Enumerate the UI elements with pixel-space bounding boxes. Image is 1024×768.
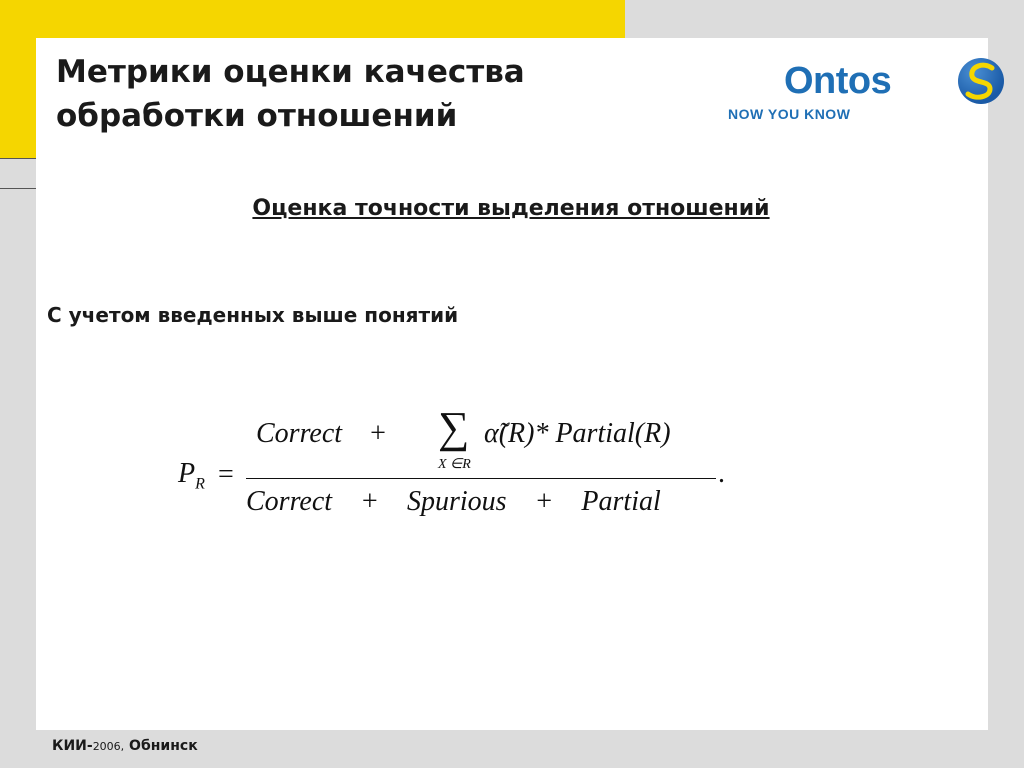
sum-subscript: X ∈R [438, 457, 471, 472]
ontos-logo [726, 56, 976, 126]
formula-numerator-term2: α̃(R)* Partial(R) [484, 418, 671, 449]
formula-equals: = [218, 459, 234, 490]
formula-period: . [718, 458, 725, 489]
logo-swoosh-icon [958, 58, 1004, 104]
sum-symbol: ∑ [438, 403, 470, 452]
formula-numerator-term1: Correct + [256, 418, 386, 449]
slide-canvas [36, 38, 988, 730]
footer-caption: КИИ-2006, Обнинск [52, 738, 198, 754]
section-heading: Оценка точности выделения отношений [252, 196, 770, 221]
divider-line [0, 188, 36, 189]
precision-formula [176, 403, 736, 538]
slide-title: Метрики оценки качества обработки отношений [56, 54, 525, 134]
formula-denominator: Correct + Spurious + Partial [246, 486, 661, 517]
logo-wordmark: Ontos [784, 60, 892, 102]
fraction-bar [246, 478, 716, 479]
divider-line [0, 158, 36, 159]
logo-tagline: NOW YOU KNOW [728, 106, 851, 122]
formula-lhs: $P_R$ [178, 458, 205, 493]
intro-text: С учетом введенных выше понятий [47, 303, 459, 327]
